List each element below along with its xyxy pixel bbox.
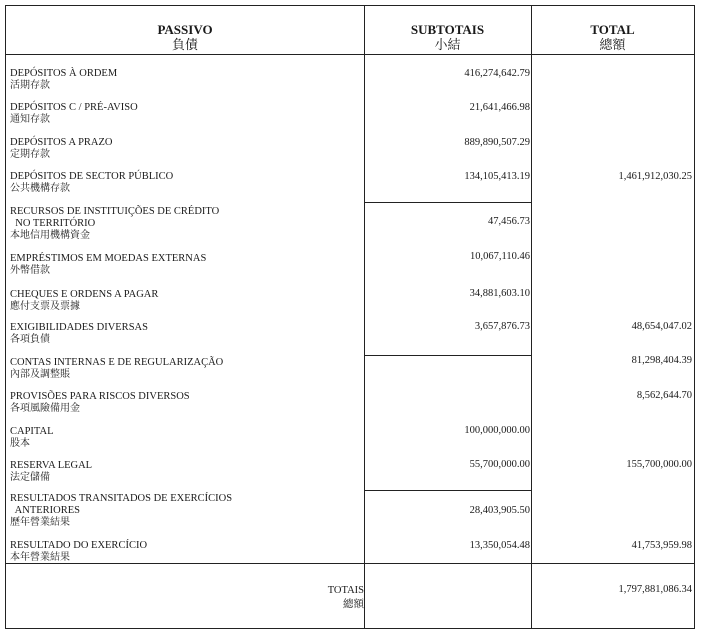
table-row: EXIGIBILIDADES DIVERSAS 各項負債 — [10, 322, 148, 345]
table-row: RECURSOS DE INSTITUIÇÕES DE CRÉDITO NO TERRITÓRIO 本地信用機構資金 — [10, 206, 220, 241]
header-rule — [6, 54, 694, 55]
table-row: DEPÓSITOS DE SECTOR PÚBLICO 公共機構存款 — [10, 171, 174, 194]
subtotal-cell: 889,890,507.29 — [464, 137, 530, 148]
table-row: CONTAS INTERNAS E DE REGULARIZAÇÃO 內部及調整賬 — [10, 357, 224, 380]
table-row: RESULTADO DO EXERCÍCIO 本年營業結果 — [10, 540, 148, 563]
total-cell: 1,461,912,030.25 — [618, 171, 692, 182]
column-divider — [364, 6, 365, 628]
subtotal-cell: 21,641,466.98 — [469, 102, 530, 113]
table-row: RESULTADOS TRANSITADOS DE EXERCÍCIOS ANTERIORES 歷年營業結果 — [10, 493, 233, 528]
subtotal-cell: 134,105,413.19 — [464, 171, 530, 182]
table-row: PROVISÕES PARA RISCOS DIVERSOS 各項風險備用金 — [10, 391, 190, 414]
total-cell: 81,298,404.39 — [631, 355, 692, 366]
subtotal-cell: 100,000,000.00 — [464, 425, 530, 436]
table-row: DEPÓSITOS À ORDEM 活期存款 — [10, 68, 118, 91]
column-divider — [531, 6, 532, 628]
table-row: DEPÓSITOS A PRAZO 定期存款 — [10, 137, 113, 160]
total-cell: 8,562,644.70 — [636, 390, 692, 401]
subtotal-cell: 47,456.73 — [488, 216, 530, 227]
total-cell: 48,654,047.02 — [631, 321, 692, 332]
subtotal-cell: 3,657,876.73 — [474, 321, 530, 332]
subtotal-cell: 34,881,603.10 — [469, 288, 530, 299]
table-row: EMPRÉSTIMOS EM MOEDAS EXTERNAS 外幣借款 — [10, 253, 207, 276]
table-row: DEPÓSITOS C / PRÉ-AVISO 通知存款 — [10, 102, 138, 125]
group-rule — [364, 202, 531, 203]
table-row: CHEQUES E ORDENS A PAGAR 應付支票及票據 — [10, 289, 159, 312]
subtotal-cell: 416,274,642.79 — [464, 68, 530, 79]
table-row: RESERVA LEGAL 法定儲備 — [10, 460, 93, 483]
balance-sheet-table — [5, 5, 695, 629]
total-cell: 41,753,959.98 — [631, 540, 692, 551]
total-cell: 155,700,000.00 — [626, 459, 692, 470]
group-rule — [364, 490, 531, 491]
subtotal-cell: 28,403,905.50 — [469, 505, 530, 516]
grand-total-cell: 1,797,881,086.34 — [618, 584, 692, 595]
group-rule — [364, 355, 531, 356]
header-passivo: PASSIVO 負債 — [157, 22, 213, 52]
subtotal-cell: 10,067,110.46 — [470, 251, 530, 262]
subtotal-cell: 55,700,000.00 — [469, 459, 530, 470]
totals-label: TOTAIS 總額 — [327, 585, 364, 610]
header-total: TOTAL 總額 — [590, 22, 635, 52]
table-row: CAPITAL 股本 — [10, 426, 54, 449]
subtotal-cell: 13,350,054.48 — [469, 540, 530, 551]
header-subtotais: SUBTOTAIS 小結 — [410, 22, 485, 52]
